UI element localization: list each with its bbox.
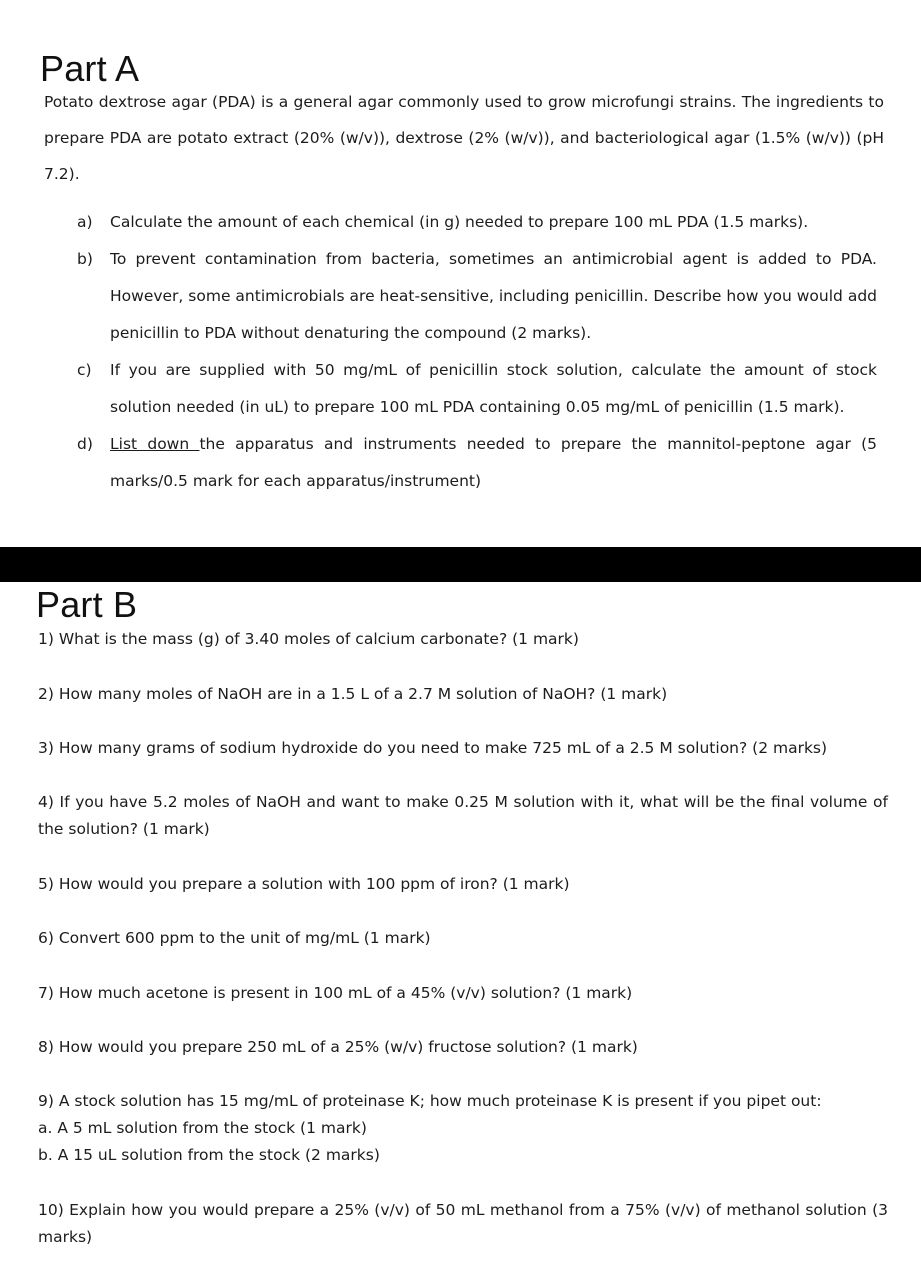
underlined-phrase: List down	[110, 435, 200, 453]
question-letter: d)	[77, 435, 93, 453]
part-b-question: 10) Explain how you would prepare a 25% (v/v) of 50 mL methanol from a 75% (v/v) of methanol solution (3 marks)	[38, 1201, 888, 1246]
part-b-question: 6) Convert 600 ppm to the unit of mg/mL (1 mark)	[38, 929, 431, 947]
sub-question-b: b. A 15 uL solution from the stock (2 marks)	[38, 1146, 380, 1164]
question-letter: a)	[77, 213, 93, 231]
part-a-question-list	[77, 204, 877, 500]
sub-question-a: a. A 5 mL solution from the stock (1 mark)	[38, 1119, 367, 1137]
question-stem: 9) A stock solution has 15 mg/mL of proteinase K; how much proteinase K is present if you pipet out:	[38, 1092, 822, 1110]
part-b-question: 1) What is the mass (g) of 3.40 moles of calcium carbonate? (1 mark)	[38, 630, 579, 648]
part-a-question	[77, 204, 877, 241]
part-a-question	[77, 241, 877, 352]
question-text-rest: the apparatus and instruments needed to prepare the mannitol-peptone agar (5 marks/0.5 mark for each apparatus/instrument)	[110, 435, 877, 490]
question-text: Calculate the amount of each chemical (in g) needed to prepare 100 mL PDA (1.5 marks).	[110, 213, 809, 231]
question-letter: c)	[77, 361, 92, 379]
question-text	[110, 426, 877, 500]
part-b-question: 4) If you have 5.2 moles of NaOH and want to make 0.25 M solution with it, what will be the final volume of the solution? (1 mark)	[38, 793, 888, 838]
question-letter: b)	[77, 250, 93, 268]
part-b-question: 7) How much acetone is present in 100 mL of a 45% (v/v) solution? (1 mark)	[38, 984, 633, 1002]
part-a-intro: Potato dextrose agar (PDA) is a general agar commonly used to grow microfungi strains. The ingredients to prepare PDA are potato extract (20% (w/v)), dextrose (2% (w/v)), and bacteriological agar (1.5% (w/v)) (pH 7.2).	[44, 93, 884, 183]
question-text: If you are supplied with 50 mg/mL of penicillin stock solution, calculate the amount of stock solution needed (in uL) to prepare 100 mL PDA containing 0.05 mg/mL of penicillin (1.5 mark).	[110, 361, 877, 416]
part-b-question: 2) How many moles of NaOH are in a 1.5 L of a 2.7 M solution of NaOH? (1 mark)	[38, 685, 668, 703]
question-text: To prevent contamination from bacteria, sometimes an antimicrobial agent is added to PDA. However, some antimicrobials are heat-sensitive, including penicillin. Describe how you would add penicillin to PDA without denaturing the compound (2 marks).	[110, 250, 877, 342]
part-b-question: 3) How many grams of sodium hydroxide do you need to make 725 mL of a 2.5 M solution? (2 marks)	[38, 739, 828, 757]
section-divider-bar	[0, 547, 921, 582]
part-b-question: 5) How would you prepare a solution with 100 ppm of iron? (1 mark)	[38, 875, 570, 893]
part-b-question	[38, 1088, 888, 1169]
part-a-question	[77, 352, 877, 426]
part-a-title: Part A	[40, 48, 140, 89]
part-b-title: Part B	[36, 584, 138, 625]
part-b-question: 8) How would you prepare 250 mL of a 25% (w/v) fructose solution? (1 mark)	[38, 1038, 638, 1056]
part-a-question	[77, 426, 877, 500]
